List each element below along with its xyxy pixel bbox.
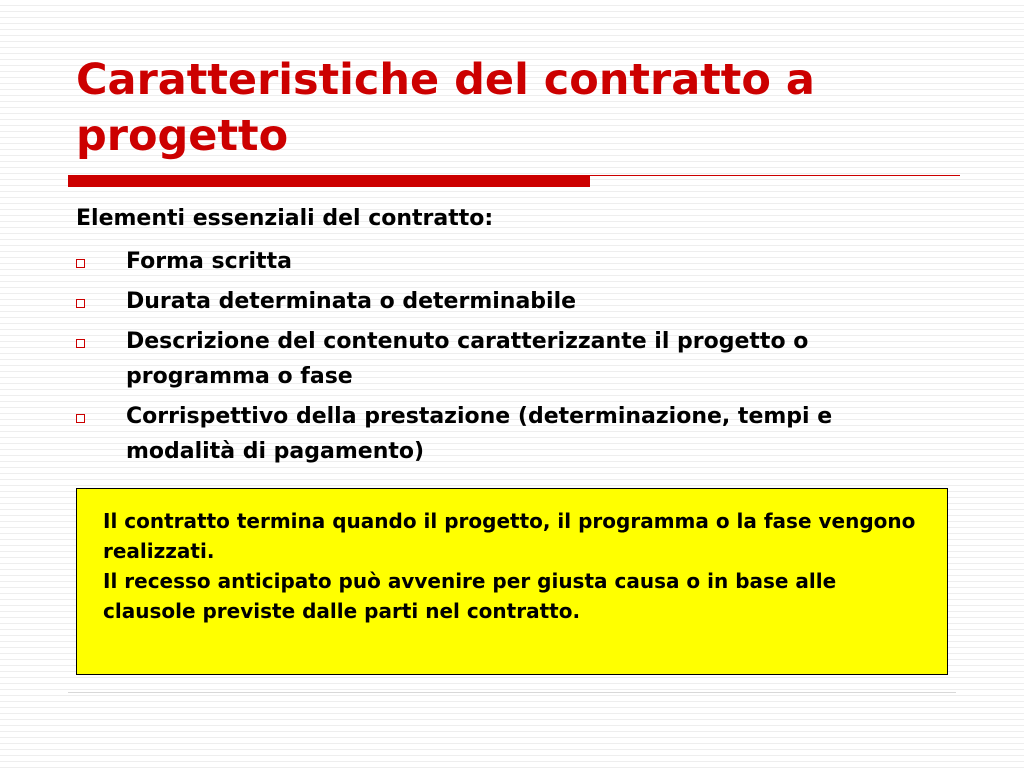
bullet-item (76, 399, 916, 469)
slide-title: Caratteristiche del contratto a progetto (76, 55, 815, 161)
callout-box (76, 488, 948, 675)
square-bullet-icon (76, 339, 85, 348)
bullet-item (76, 284, 916, 319)
square-bullet-icon (76, 259, 85, 268)
intro-text: Elementi essenziali del contratto: (76, 206, 494, 231)
square-bullet-icon (76, 414, 85, 423)
bullet-text: Corrispettivo della prestazione (determinazione, tempi e modalità di pagamento) (126, 404, 833, 464)
bullet-text: Durata determinata o determinabile (126, 289, 577, 314)
bullet-text: Forma scritta (126, 249, 292, 274)
square-bullet-icon (76, 299, 85, 308)
title-underline-thin (590, 175, 960, 176)
footer-divider (68, 692, 956, 693)
callout-line: Il recesso anticipato può avvenire per giusta causa o in base alle clausole previste dalle parti nel contratto. (103, 569, 837, 623)
title-underline-thick (68, 175, 590, 187)
bullet-list (76, 244, 916, 474)
bullet-text: Descrizione del contenuto caratterizzante il progetto o programma o fase (126, 329, 809, 389)
bullet-item (76, 324, 916, 394)
callout-line: Il contratto termina quando il progetto, il programma o la fase vengono realizzati. (103, 509, 916, 563)
bullet-item (76, 244, 916, 279)
